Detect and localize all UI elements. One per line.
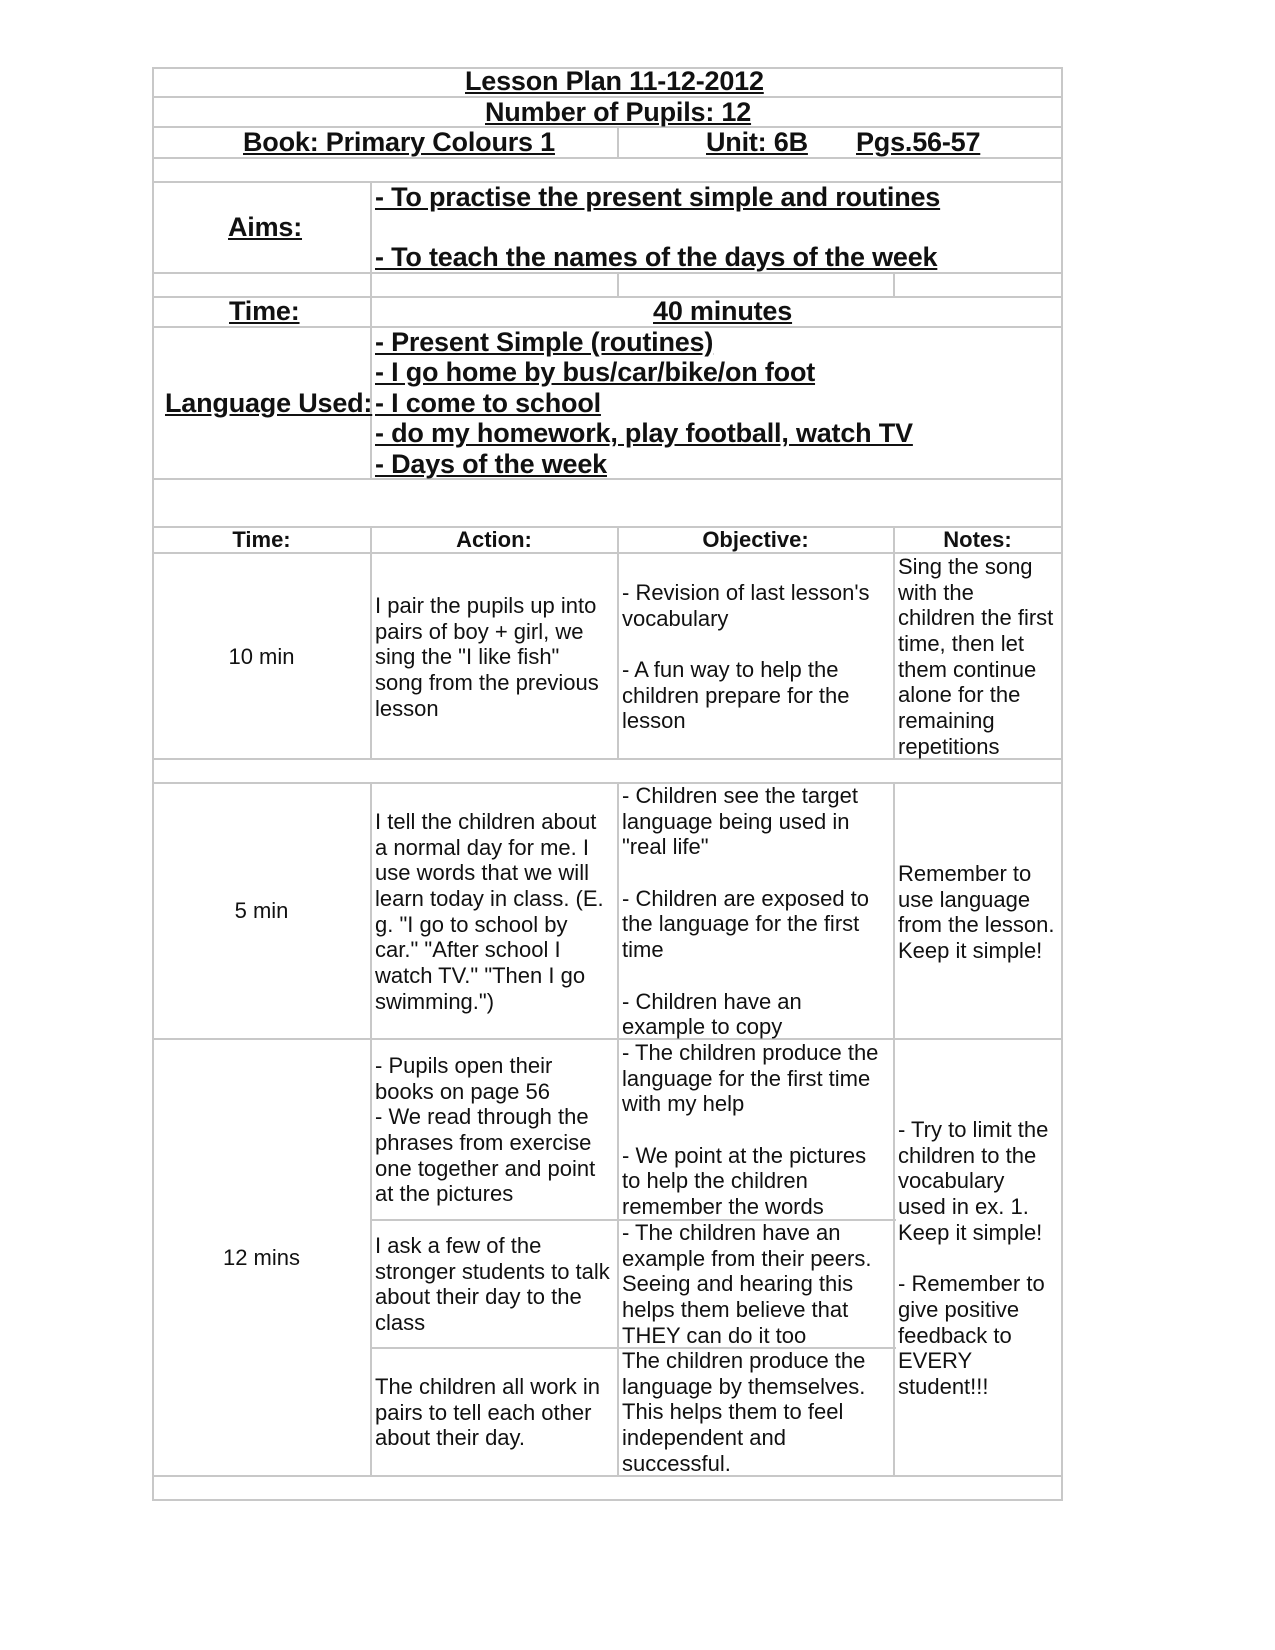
cell-line: The children produce the <box>622 1348 866 1373</box>
column-header-action: Action: <box>456 527 532 552</box>
cell-line: children to the <box>898 1142 1037 1168</box>
lesson-title: Lesson Plan 11-12-2012 <box>465 66 764 96</box>
row-notes <box>898 553 1053 759</box>
cell-line: THEY can do it too <box>622 1322 807 1348</box>
cell-line: the language for the first <box>622 911 860 937</box>
row-action <box>375 1232 610 1335</box>
cell-line: give positive <box>898 1296 1020 1322</box>
cell-line: example from their peers. <box>622 1245 872 1271</box>
cell-line: Remember to <box>898 861 1032 886</box>
cell-line: - Pupils open their <box>375 1053 553 1078</box>
cell-line: time, then let <box>898 631 1024 657</box>
cell-line: "real life" <box>622 834 709 860</box>
cell-line: - The children produce the <box>622 1040 879 1065</box>
time-label: Time: <box>229 296 300 326</box>
cell-line: use words that we will <box>375 860 589 886</box>
unit-label: Unit: 6B <box>706 127 808 157</box>
row-objective <box>622 1219 871 1347</box>
cell-line: Seeing and hearing this <box>622 1271 854 1297</box>
cell-line: g. "I go to school by <box>375 911 568 937</box>
row-notes <box>898 1116 1048 1399</box>
language-item: - Days of the week <box>375 449 607 479</box>
cell-line: - Children see the target <box>622 783 859 808</box>
cell-line: language being used in <box>622 808 850 834</box>
row-action <box>375 1052 595 1206</box>
row-time: 12 mins <box>222 1245 301 1270</box>
cell-line: remember the words <box>622 1194 824 1220</box>
pupil-count: Number of Pupils: 12 <box>485 97 752 127</box>
cell-line: I pair the pupils up into <box>375 593 597 618</box>
cell-line: EVERY <box>898 1348 973 1374</box>
book-title: Book: Primary Colours 1 <box>243 127 555 157</box>
cell-line: with the <box>898 579 974 605</box>
cell-line: - We point at the pictures <box>622 1142 867 1168</box>
pages-label: Pgs.56-57 <box>856 127 981 157</box>
cell-line: learn today in class. (E. <box>375 886 604 912</box>
cell-line: Keep it simple! <box>898 938 1043 964</box>
aim-item: - To teach the names of the days of the week <box>375 242 938 272</box>
cell-line: This helps them to feel <box>622 1399 844 1425</box>
cell-line: Keep it simple! <box>898 1219 1043 1245</box>
cell-line <box>622 859 869 885</box>
cell-line: - Children have an <box>622 988 802 1014</box>
cell-line: vocabulary <box>898 1168 1005 1194</box>
cell-line: helps them believe that <box>622 1297 849 1323</box>
row-action <box>375 808 604 1014</box>
language-item: - Present Simple (routines) <box>375 327 714 357</box>
cell-line: - Try to limit the <box>898 1117 1049 1142</box>
aim-item: - To practise the present simple and routines <box>375 182 941 212</box>
cell-line: used in ex. 1. <box>898 1194 1029 1220</box>
row-objective <box>622 1347 865 1475</box>
cell-line: lesson <box>622 708 686 734</box>
cell-line <box>622 1116 878 1142</box>
cell-line: from the lesson. <box>898 912 1055 938</box>
time-value: 40 minutes <box>653 296 793 326</box>
cell-line: vocabulary <box>622 605 729 631</box>
row-objective <box>622 579 870 733</box>
cell-line: pairs to tell each other <box>375 1399 592 1425</box>
cell-line: car." "After school I <box>375 937 561 963</box>
cell-line: - Revision of last lesson's <box>622 580 870 605</box>
cell-line: watch TV." "Then I go <box>375 963 586 989</box>
cell-line <box>622 962 869 988</box>
cell-line: time <box>622 937 664 963</box>
cell-line: stronger students to talk <box>375 1258 610 1284</box>
cell-line: about their day to the <box>375 1284 582 1310</box>
language-item: - do my homework, play football, watch TV <box>375 418 913 448</box>
cell-line <box>898 1244 1048 1270</box>
row-action <box>375 1373 600 1450</box>
cell-line: lesson <box>375 695 439 721</box>
cell-line: - Children are exposed to <box>622 885 870 911</box>
aims-label: Aims: <box>228 212 303 242</box>
cell-line: language for the first time <box>622 1065 871 1091</box>
row-time: 10 min <box>228 644 295 669</box>
cell-line: class <box>375 1310 426 1336</box>
cell-line: The children all work in <box>375 1374 600 1399</box>
row-notes <box>898 860 1055 963</box>
cell-line: successful. <box>622 1450 731 1476</box>
cell-line: swimming.") <box>375 988 495 1014</box>
cell-line: I ask a few of the <box>375 1233 542 1258</box>
cell-line: I tell the children about <box>375 809 597 834</box>
cell-line: a normal day for me. I <box>375 834 589 860</box>
cell-line <box>622 630 870 656</box>
cell-line: to help the children <box>622 1168 808 1194</box>
cell-line: independent and <box>622 1425 786 1451</box>
cell-line: Sing the song <box>898 554 1033 579</box>
column-header-objective: Objective: <box>702 527 809 552</box>
language-item: - I come to school <box>375 388 601 418</box>
cell-line: books on page 56 <box>375 1078 550 1104</box>
row-action <box>375 592 599 720</box>
cell-line: feedback to <box>898 1322 1012 1348</box>
cell-line: - We read through the <box>375 1104 589 1130</box>
cell-line: remaining <box>898 708 995 734</box>
cell-line: with my help <box>622 1091 745 1117</box>
cell-line: about their day. <box>375 1425 526 1451</box>
cell-line: children the first <box>898 605 1054 631</box>
cell-line: at the pictures <box>375 1181 514 1207</box>
cell-line: sing the "I like fish" <box>375 644 560 670</box>
language-item: - I go home by bus/car/bike/on foot <box>375 357 816 387</box>
cell-line: alone for the <box>898 682 1021 708</box>
cell-line: phrases from exercise <box>375 1130 592 1156</box>
cell-line: song from the previous <box>375 670 599 696</box>
row-time: 5 min <box>234 898 289 923</box>
cell-line: repetitions <box>898 733 1000 759</box>
cell-line: one together and point <box>375 1155 596 1181</box>
cell-line: them continue <box>898 656 1037 682</box>
cell-line: children prepare for the <box>622 682 850 708</box>
column-header-time: Time: <box>232 527 291 552</box>
cell-line: pairs of boy + girl, we <box>375 618 584 644</box>
language-label: Language Used: <box>165 388 373 418</box>
cell-line: - Remember to <box>898 1271 1045 1297</box>
cell-line: - The children have an <box>622 1220 841 1245</box>
row-objective <box>622 1039 878 1219</box>
cell-line: use language <box>898 886 1031 912</box>
cell-line: student!!! <box>898 1373 989 1399</box>
column-header-notes: Notes: <box>943 527 1012 552</box>
cell-line: example to copy <box>622 1014 783 1040</box>
cell-line: - A fun way to help the <box>622 657 839 683</box>
cell-line: language by themselves. <box>622 1373 866 1399</box>
row-objective <box>622 782 869 1039</box>
